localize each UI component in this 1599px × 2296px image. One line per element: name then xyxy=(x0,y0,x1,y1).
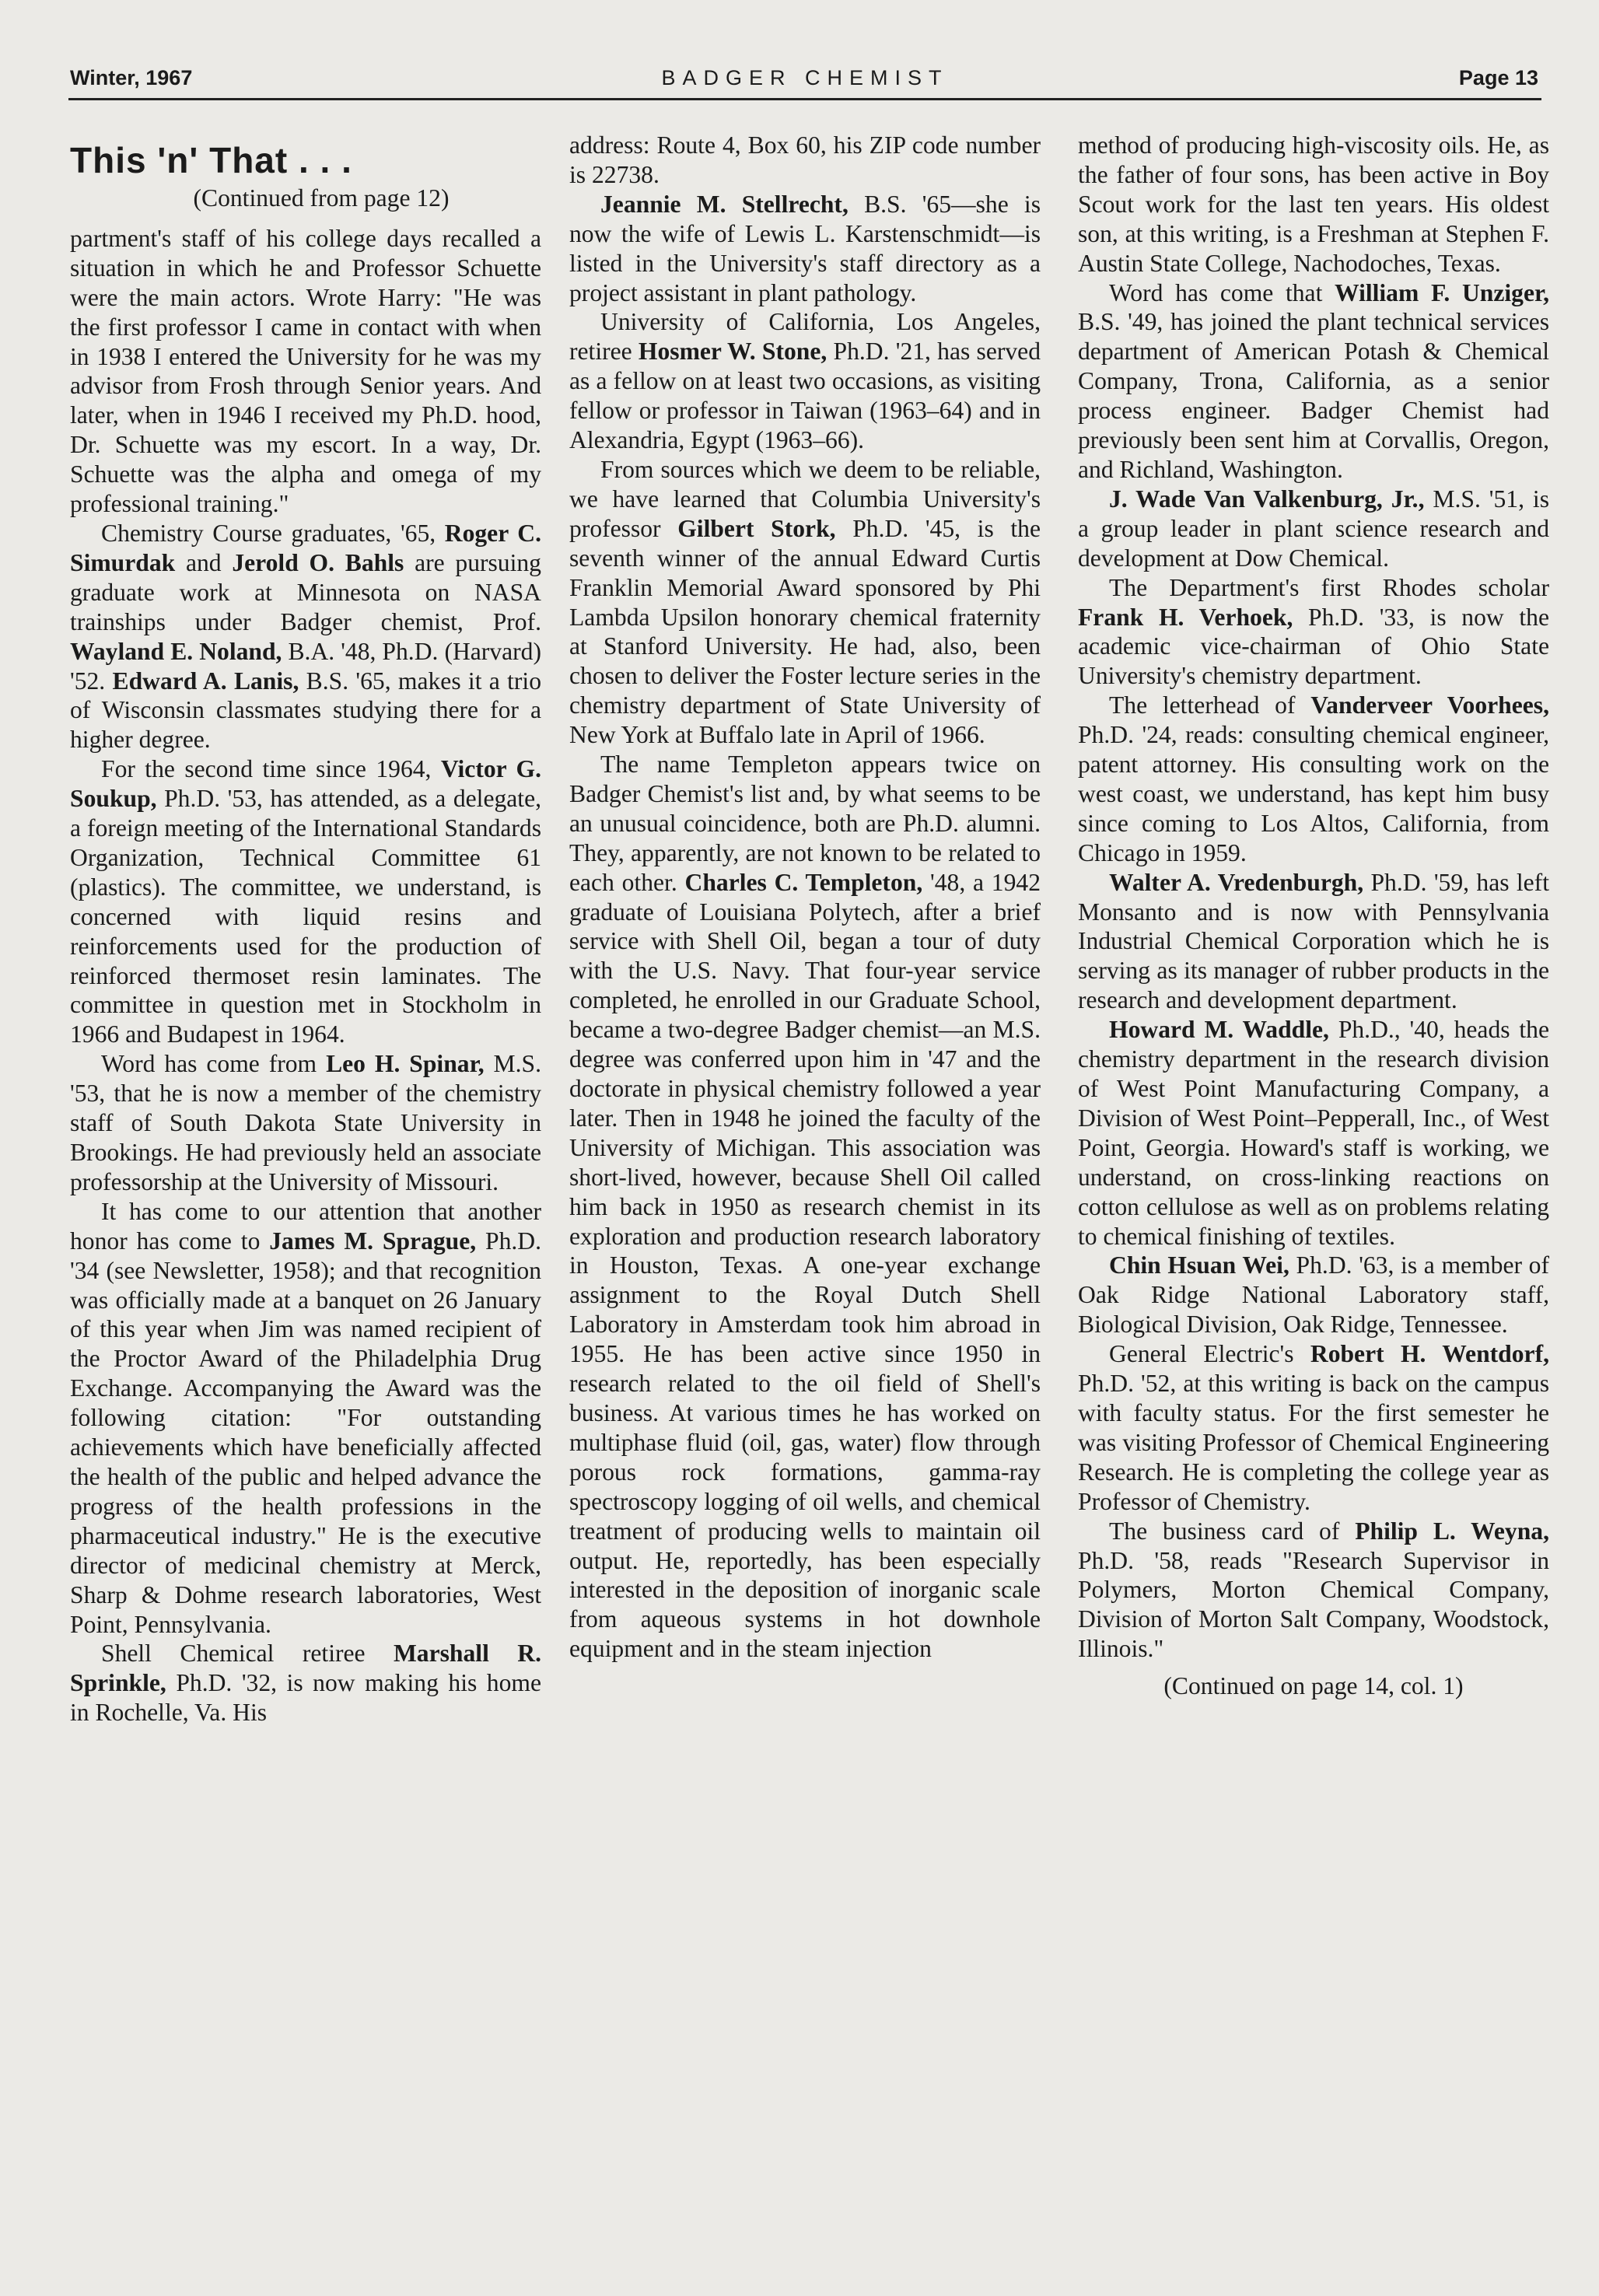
paragraph: For the second time since 1964, Victor G. Soukup, Ph.D. '53, has attended, as a delegate, a foreign meeting of the International Standards Organization, Technical Committee 61 (plastics). The committee, we understand, is concerned with liquid resins and reinforcements used for the production of reinforced thermoset resin laminates. The committee in question met in Stockholm in 1966 and Budapest in 1964. xyxy=(70,755,541,1048)
alumnus-name: Robert H. Wentdorf, xyxy=(1310,1340,1549,1368)
page-number: Page 13 xyxy=(1458,66,1538,89)
alumnus-name: Charles C. Templeton, xyxy=(684,868,923,896)
issue-date: Winter, 1967 xyxy=(70,66,193,89)
paragraph: Chin Hsuan Wei, Ph.D. '63, is a member of Oak Ridge National Laboratory staff, Biological Division, Oak Ridge, Tennessee. xyxy=(1078,1251,1549,1339)
alumnus-name: Frank H. Verhoek, xyxy=(1078,603,1293,631)
paragraph: method of producing high-viscosity oils. He, as the father of four sons, has been active in Boy Scout work for the last ten years. His oldest son, at this writing, is a Freshman at Stephen F. Austin State College, Nachodoches, Texas. xyxy=(1078,131,1549,277)
paragraph: General Electric's Robert H. Wentdorf, Ph.D. '52, at this writing is back on the campus with faculty status. For the first semester he was visiting Professor of Chemical Engineering Research. He is completing the college year as Professor of Chemistry. xyxy=(1078,1340,1549,1515)
paragraph: The letterhead of Vanderveer Voorhees, Ph.D. '24, reads: consulting chemical engineer, patent attorney. His consulting work on the west coast, we understand, has kept him busy since coming to Los Altos, California, from Chicago in 1959. xyxy=(1078,691,1549,866)
alumnus-name: William F. Unziger, xyxy=(1335,278,1549,306)
alumnus-name: James M. Sprague, xyxy=(269,1227,477,1255)
column-1 xyxy=(70,131,541,1727)
alumnus-name: Leo H. Spinar, xyxy=(326,1050,485,1078)
alumnus-name: Chin Hsuan Wei, xyxy=(1109,1251,1289,1279)
alumnus-name: Victor G. Soukup, xyxy=(70,755,541,813)
alumnus-name: Hosmer W. Stone, xyxy=(638,338,827,366)
continued-on: (Continued on page 14, col. 1) xyxy=(1163,1672,1464,1700)
paragraph: From sources which we deem to be reliable, we have learned that Columbia University's professor Gilbert Stork, Ph.D. '45, is the seventh winner of the annual Edward Curtis Franklin Memorial Award sponsored by Phi Lambda Upsilon honorary chemical fraternity at Stanford University. He had, also, been chosen to deliver the Foster lecture series in the chemistry department of State University of New York at Buffalo late in April of 1966. xyxy=(569,455,1041,749)
alumnus-name: Marshall R. Sprinkle, xyxy=(70,1640,541,1697)
alumnus-name: Edward A. Lanis, xyxy=(112,667,299,695)
column-2 xyxy=(569,131,1041,1664)
alumnus-name: Wayland E. Noland, xyxy=(70,637,282,665)
alumnus-name: Walter A. Vredenburgh, xyxy=(1109,868,1364,896)
paragraph: Howard M. Waddle, Ph.D., '40, heads the chemistry department in the research division of West Point Manufacturing Company, a Division of West Point–Pepperall, Inc., of West Point, Georgia. Howard's staff is working, we understand, on cross-linking reactions on cotton cellulose as well as on problems relating to chemical finishing of textiles. xyxy=(1078,1016,1549,1250)
publication-title: BADGER CHEMIST xyxy=(661,66,949,89)
paragraph: Word has come that William F. Unziger, B.S. '49, has joined the plant technical services department of American Potash & Chemical Company, Trona, California, as a senior process engineer. Badger Chemist had previously been sent him at Corvallis, Oregon, and Richland, Washington. xyxy=(1078,278,1549,483)
paragraph: The business card of Philip L. Weyna, Ph.D. '58, reads "Research Supervisor in Polymers, Morton Chemical Company, Division of Morton Salt Company, Woodstock, Illinois." xyxy=(1078,1517,1549,1663)
alumnus-name: Jeannie M. Stellrecht, xyxy=(600,190,848,218)
paragraph: It has come to our attention that another honor has come to James M. Sprague, Ph.D. '34 (see Newsletter, 1958); and that recognition was officially made at a banquet on 26 January of this year when Jim was named recipient of the Proctor Award of the Philadelphia Drug Exchange. Accompanying the Award was the following citation: "For outstanding achievements which have beneficially affected the health of the public and helped advance the progress of the health professions in the pharmaceutical industry." He is the executive director of medicinal chemistry at Merck, Sharp & Dohme research laboratories, West Point, Pennsylvania. xyxy=(70,1197,541,1638)
alumnus-name: Howard M. Waddle, xyxy=(1109,1016,1329,1044)
paragraph: Word has come from Leo H. Spinar, M.S. '53, that he is now a member of the chemistry staff of South Dakota State University in Brookings. He had previously held an associate professorship at the University of Missouri. xyxy=(70,1050,541,1195)
paragraph: J. Wade Van Valkenburg, Jr., M.S. '51, is a group leader in plant science research and development at Dow Chemical. xyxy=(1078,485,1549,572)
article-title: This 'n' That . . . xyxy=(70,140,352,180)
paragraph: Jeannie M. Stellrecht, B.S. '65—she is now the wife of Lewis L. Karstenschmidt—is listed in the University's staff directory as a project assistant in plant pathology. xyxy=(569,190,1041,306)
paragraph: Chemistry Course graduates, '65, Roger C. Simurdak and Jerold O. Bahls are pursuing graduate work at Minnesota on NASA trainships under Badger chemist, Prof. Wayland E. Noland, B.A. '48, Ph.D. (Harvard) '52. Edward A. Lanis, B.S. '65, makes it a trio of Wisconsin classmates studying there for a higher degree. xyxy=(70,519,542,754)
paragraph: University of California, Los Angeles, retiree Hosmer W. Stone, Ph.D. '21, has served as a fellow on at least two occasions, as visiting fellow or professor in Taiwan (1963–64) and in Alexandria, Egypt (1963–66). xyxy=(569,308,1041,454)
paragraph: address: Route 4, Box 60, his ZIP code number is 22738. xyxy=(569,131,1041,188)
alumnus-name: Philip L. Weyna, xyxy=(1355,1517,1549,1545)
alumnus-name: Roger C. Simurdak xyxy=(70,519,541,576)
alumnus-name: Vanderveer Voorhees, xyxy=(1310,691,1549,719)
alumnus-name: Gilbert Stork, xyxy=(677,514,836,542)
paragraph: The name Templeton appears twice on Badger Chemist's list and, by what seems to be an unusual coincidence, both are Ph.D. alumni. They, apparently, are not known to be related to each other. Charles C. Templeton, '48, a 1942 graduate of Louisiana Polytech, after a brief service with Shell Oil, began a tour of duty with the U.S. Navy. That four-year service completed, he enrolled in our Graduate School, became a two-degree Badger chemist—an M.S. degree was conferred upon him in '47 and the doctorate in physical chemistry followed a year later. Then in 1948 he joined the faculty of the University of Michigan. This association was short-lived, however, because Shell Oil called him back in 1950 as research chemist in its exploration and production research laboratory in Houston, Texas. A one-year exchange assignment to the Royal Dutch Shell Laboratory in Amsterdam took him abroad in 1955. He has been active since 1950 in research related to the oil field of Shell's business. At various times he has worked on multiphase fluid (oil, gas, water) flow through porous rock formations, gamma-ray spectroscopy logging of oil wells, and chemical treatment of producing wells to maintain oil output. He, reportedly, has been especially interested in the deposition of inorganic scale from aqueous systems in hot downhole equipment and in the steam injection xyxy=(569,751,1041,1663)
page-header xyxy=(68,59,1541,100)
column-3 xyxy=(1078,131,1549,1701)
paragraph: Walter A. Vredenburgh, Ph.D. '59, has left Monsanto and is now with Pennsylvania Industrial Chemical Corporation which he is serving as its manager of rubber products in the research and development department. xyxy=(1078,868,1549,1014)
continued-from: (Continued from page 12) xyxy=(193,184,450,212)
paragraph: The Department's first Rhodes scholar Frank H. Verhoek, Ph.D. '33, is now the academic vice-chairman of Ohio State University's chemistry department. xyxy=(1078,573,1549,690)
paragraph: partment's staff of his college days recalled a situation in which he and Professor Schuette were the main actors. Wrote Harry: "He was the first professor I came in contact with when in 1938 I entered the University for he was my advisor from Frosh through Senior years. And later, when in 1946 I received my Ph.D. hood, Dr. Schuette was my escort. In a way, Dr. Schuette was the alpha and omega of my professional training." xyxy=(70,224,541,518)
alumnus-name: Jerold O. Bahls xyxy=(232,548,404,576)
alumnus-name: J. Wade Van Valkenburg, Jr., xyxy=(1109,485,1425,513)
paragraph: Shell Chemical retiree Marshall R. Sprinkle, Ph.D. '32, is now making his home in Rochelle, Va. His xyxy=(70,1640,541,1727)
